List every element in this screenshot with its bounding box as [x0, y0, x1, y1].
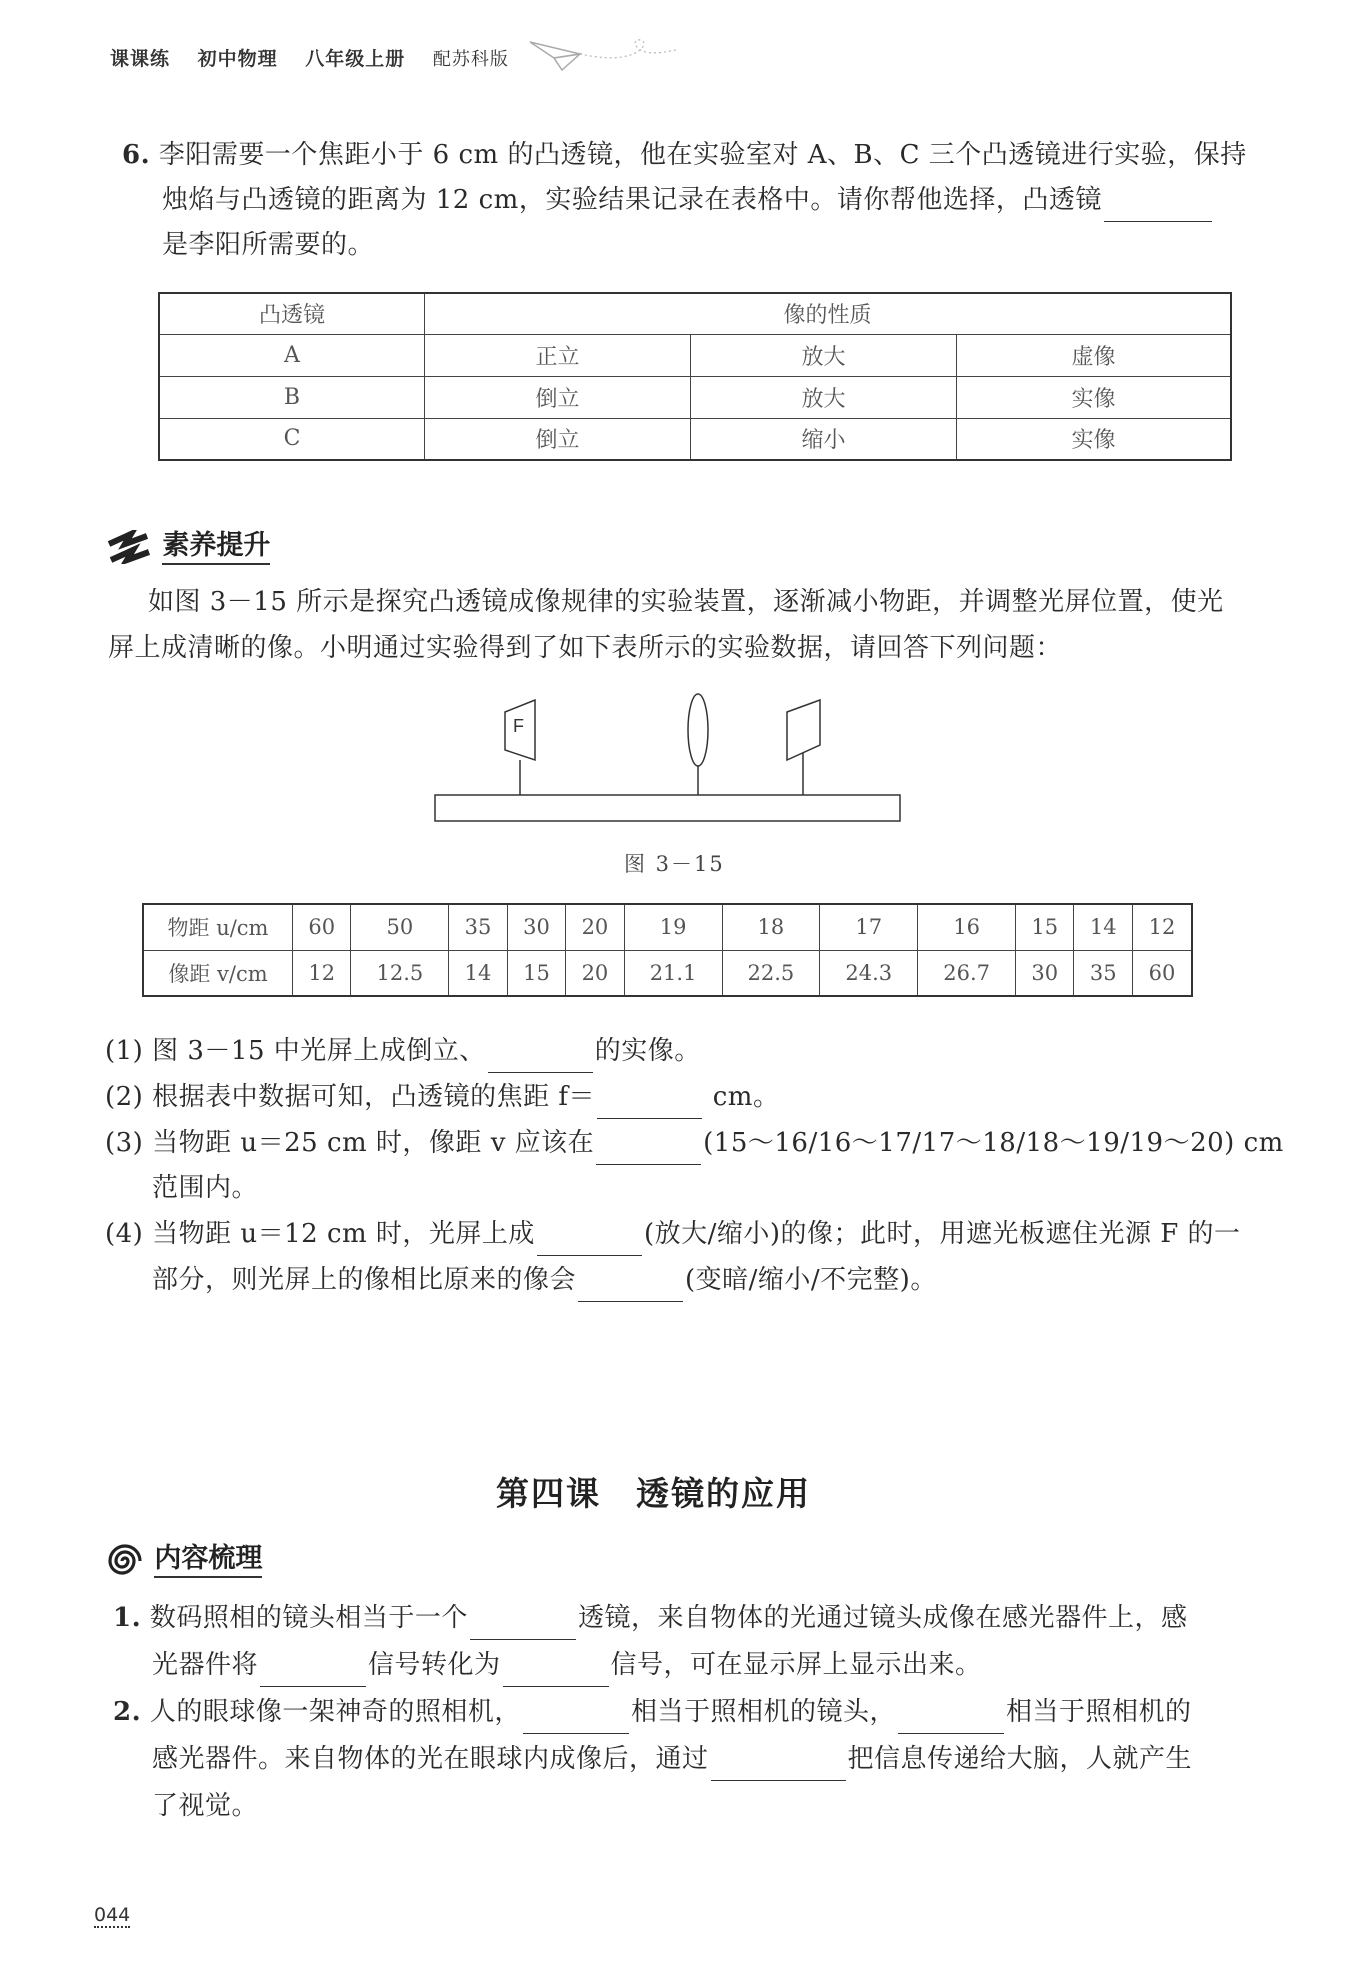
table-cell: 15 [507, 950, 565, 996]
q4-blank-1[interactable] [537, 1225, 642, 1256]
table-cell: 12 [293, 950, 351, 996]
table-cell: 缩小 [691, 418, 957, 460]
table-cell: 35 [449, 904, 507, 950]
q2-text-a: (2) 根据表中数据可知，凸透镜的焦距 f＝ [105, 1082, 595, 1112]
q4-text-c: 部分，则光屏上的像相比原来的像会 [152, 1265, 577, 1295]
q6-line1 [122, 133, 1247, 177]
table-cell: 60 [293, 904, 351, 950]
intro-line1: 如图 3－15 所示是探究凸透镜成像规律的实验装置，逐渐减小物距，并调整光屏位置，使光 [148, 587, 1224, 617]
table-cell: 放大 [691, 376, 957, 418]
table-cell: A [159, 334, 425, 376]
item-2-text-c: 相当于照相机的 [1005, 1697, 1192, 1727]
q6-text-1: 李阳需要一个焦距小于 6 cm 的凸透镜，他在实验室对 A、B、C 三个凸透镜进行实验，保持 [158, 140, 1247, 170]
table-cell: 正立 [425, 334, 691, 376]
table-cell: 倒立 [425, 418, 691, 460]
table-cell: 18 [722, 904, 820, 950]
lesson4-title: 第四课 透镜的应用 [496, 1474, 811, 1513]
table-cell: 14 [449, 950, 507, 996]
table-cell: 15 [1016, 904, 1074, 950]
optical-bench-figure [425, 690, 915, 830]
table-cell: B [159, 376, 425, 418]
experiment-data-table [142, 903, 1193, 997]
question-4 [105, 1212, 1241, 1256]
q4-blank-2[interactable] [578, 1271, 683, 1302]
item-1-text-d: 信号转化为 [368, 1650, 501, 1680]
q2-blank[interactable] [597, 1088, 702, 1119]
light-screen [787, 700, 820, 760]
q3-text-a: (3) 当物距 u＝25 cm 时，像距 v 应该在 [105, 1128, 595, 1158]
table-cell: 50 [351, 904, 449, 950]
item-1-line1 [113, 1596, 1187, 1640]
table-row [159, 418, 1231, 460]
q1-text-b: 的实像。 [594, 1036, 701, 1066]
question-3 [105, 1121, 1284, 1165]
q3-text-b: (15～16/16～17/17～18/18～19/19～20) cm [703, 1128, 1284, 1158]
item-2-text-b: 相当于照相机的镜头， [630, 1697, 896, 1727]
item-1-blank-1[interactable] [470, 1609, 576, 1640]
item-2-number: 2. [113, 1697, 142, 1727]
table-cell: 26.7 [918, 950, 1016, 996]
item-1-text-b: 透镜，来自物体的光通过镜头成像在感光器件上，感 [577, 1603, 1188, 1633]
item-2-line1 [113, 1690, 1191, 1734]
q6-number: 6. [122, 140, 151, 170]
table-cell: 20 [566, 904, 624, 950]
table-header-lens: 凸透镜 [159, 293, 425, 334]
figure-caption: 图 3－15 [624, 852, 725, 876]
q2-text-b: cm。 [703, 1082, 780, 1112]
item-2-text-d: 感光器件。来自物体的光在眼球内成像后，通过 [152, 1744, 709, 1774]
convex-lens [688, 694, 708, 766]
q6-line3 [162, 223, 374, 267]
table-cell: 19 [624, 904, 722, 950]
header-series: 课课练 [110, 48, 171, 70]
item-2-line2 [152, 1737, 1192, 1781]
item-1-number: 1. [113, 1603, 142, 1633]
header-subject: 初中物理 [197, 48, 278, 70]
header-grade: 八年级上册 [305, 48, 406, 70]
row-label-image-distance: 像距 v/cm [143, 950, 293, 996]
item-1-text-a: 数码照相的镜头相当于一个 [149, 1603, 468, 1633]
section-content-review [105, 1536, 262, 1578]
lens-property-table [158, 292, 1232, 461]
q1-text-a: (1) 图 3－15 中光屏上成倒立、 [105, 1036, 486, 1066]
q6-text-2: 烛焰与凸透镜的距离为 12 cm，实验结果记录在表格中。请你帮他选择，凸透镜 [162, 185, 1102, 215]
table-cell: 虚像 [957, 334, 1232, 376]
table-cell: 实像 [957, 418, 1232, 460]
table-cell: 倒立 [425, 376, 691, 418]
q4-text-b: (放大/缩小)的像；此时，用遮光板遮住光源 F 的一 [643, 1219, 1241, 1249]
page-number: 044 [94, 1904, 131, 1926]
q6-line2 [162, 178, 1214, 222]
section-lightning-icon [105, 530, 153, 564]
item-1-text-c: 光器件将 [152, 1650, 259, 1680]
question-1 [105, 1029, 701, 1073]
item-1-blank-3[interactable] [503, 1656, 609, 1687]
table-cell: 30 [1016, 950, 1074, 996]
table-cell: 60 [1132, 950, 1192, 996]
item-1-blank-2[interactable] [260, 1656, 366, 1687]
question-3-cont: 范围内。 [152, 1173, 259, 1203]
paper-plane-icon [528, 34, 678, 76]
question-4-cont [152, 1258, 937, 1302]
item-2-blank-3[interactable] [711, 1750, 846, 1781]
item-2-blank-1[interactable] [523, 1703, 629, 1734]
table-header-properties: 像的性质 [425, 293, 1232, 334]
item-2-blank-2[interactable] [898, 1703, 1004, 1734]
q4-text-d: (变暗/缩小/不完整)。 [685, 1265, 937, 1295]
question-2 [105, 1075, 779, 1119]
table-row [159, 376, 1231, 418]
item-2-text-a: 人的眼球像一架神奇的照相机， [149, 1697, 521, 1727]
q3-blank[interactable] [596, 1134, 701, 1165]
table-row [159, 334, 1231, 376]
intro-line2: 屏上成清晰的像。小明通过实验得到了如下表所示的实验数据，请回答下列问题： [108, 633, 1063, 663]
item-1-text-e: 信号，可在显示屏上显示出来。 [610, 1650, 982, 1680]
spiral-icon [105, 1542, 145, 1578]
table-cell: 12.5 [351, 950, 449, 996]
table-cell: 14 [1074, 904, 1132, 950]
table-cell: 21.1 [624, 950, 722, 996]
table-cell: 17 [820, 904, 918, 950]
light-source-label: F [513, 716, 524, 736]
q6-answer-blank[interactable] [1104, 191, 1212, 222]
section-content-review-title: 内容梳理 [154, 1543, 262, 1578]
q6-text-3: 是李阳所需要的。 [162, 230, 375, 260]
table-cell: 22.5 [722, 950, 820, 996]
header-edition: 配苏科版 [432, 49, 509, 70]
table-cell: 12 [1132, 904, 1192, 950]
table-cell: 24.3 [820, 950, 918, 996]
q1-blank[interactable] [488, 1042, 593, 1073]
item-2-text-e: 把信息传递给大脑，人就产生 [847, 1744, 1193, 1774]
item-2-line3: 了视觉。 [152, 1791, 259, 1821]
table-cell: 20 [566, 950, 624, 996]
section-literacy-title: 素养提升 [162, 530, 270, 565]
q4-text-a: (4) 当物距 u＝12 cm 时，光屏上成 [105, 1219, 535, 1249]
table-cell: C [159, 418, 425, 460]
page-header [110, 44, 529, 71]
table-cell: 16 [918, 904, 1016, 950]
table-cell: 实像 [957, 376, 1232, 418]
table-cell: 30 [507, 904, 565, 950]
row-label-object-distance: 物距 u/cm [143, 904, 293, 950]
item-1-line2 [152, 1643, 982, 1687]
section-literacy [105, 523, 270, 564]
table-cell: 放大 [691, 334, 957, 376]
table-cell: 35 [1074, 950, 1132, 996]
